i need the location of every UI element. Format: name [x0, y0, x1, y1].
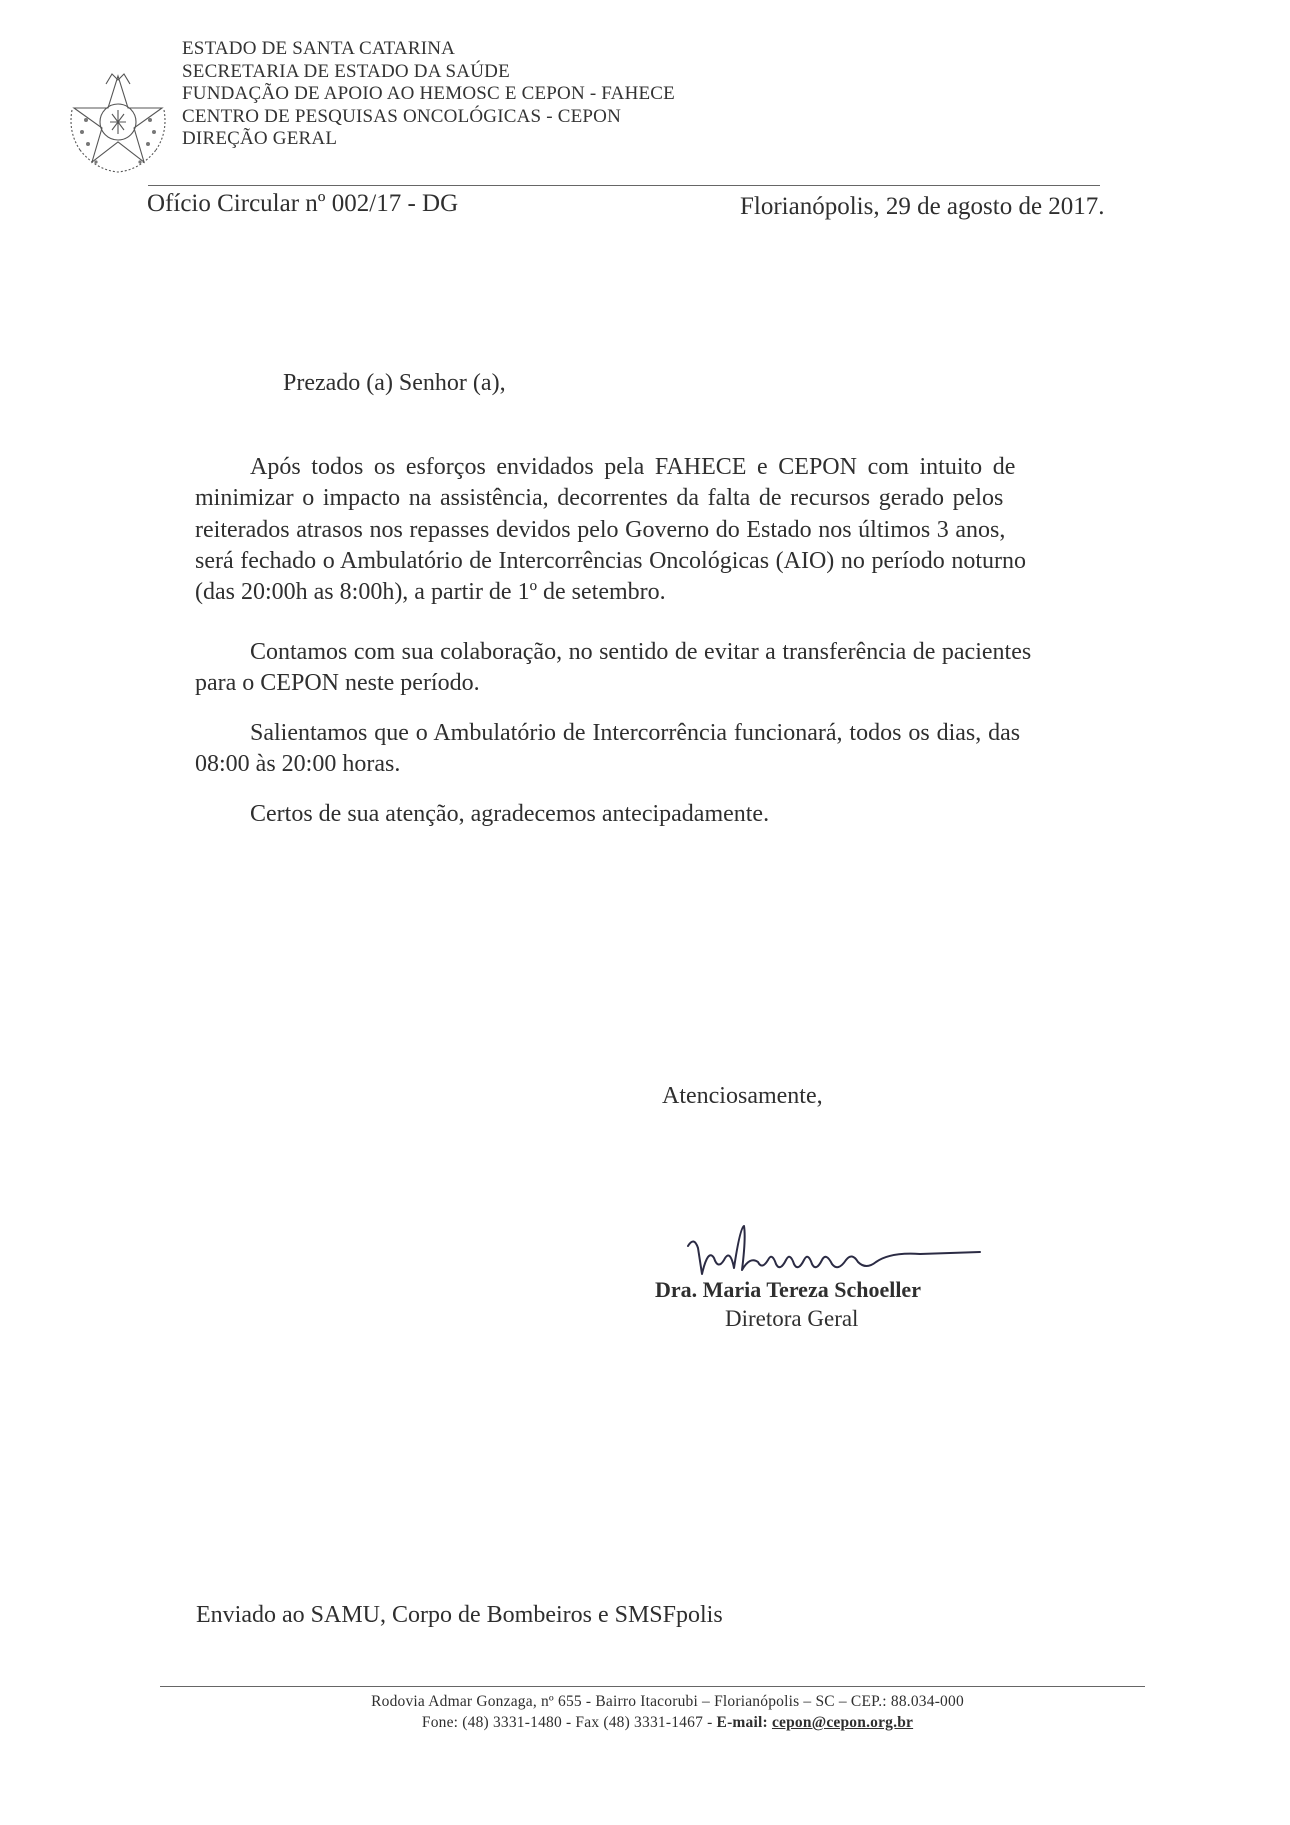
closing: Atenciosamente, — [662, 1083, 823, 1109]
letterhead-line: CENTRO DE PESQUISAS ONCOLÓGICAS - CEPON — [182, 105, 622, 127]
letterhead-line: DIREÇÃO GERAL — [182, 128, 338, 149]
paragraph-line: (das 20:00h as 8:00h), a partir de 1º de setembro. — [195, 579, 666, 606]
letterhead — [182, 38, 675, 151]
paragraph-line: Contamos com sua colaboração, no sentido de evitar a transferência de pacientes — [250, 639, 1032, 665]
paragraph-line: será fechado o Ambulatório de Intercorrências Oncológicas (AIO) no período noturno — [195, 547, 1027, 574]
letterhead-line: FUNDAÇÃO DE APOIO AO HEMOSC E CEPON - FAHECE — [182, 83, 675, 104]
footer-contact — [0, 1714, 1290, 1732]
paragraph-line: Após todos os esforços envidados pela FAHECE e CEPON com intuito de — [250, 454, 1016, 480]
body-paragraph-1 — [195, 452, 1150, 608]
footer-phone: Fone: (48) 3331-1480 - Fax (48) 3331-1467 - — [421, 1714, 717, 1731]
salutation: Prezado (a) Senhor (a), — [283, 370, 506, 396]
paragraph-line: minimizar o impacto na assistência, decorrentes da falta de recursos gerado pelos — [195, 485, 1004, 512]
footer-email-label: E-mail: — [716, 1714, 768, 1731]
document-date: Florianópolis, 29 de agosto de 2017. — [740, 193, 1105, 220]
paragraph-line: para o CEPON neste período. — [195, 670, 480, 697]
paragraph-line: Salientamos que o Ambulatório de Intercorrência funcionará, todos os dias, das — [250, 720, 1021, 746]
handwritten-signature — [680, 1208, 1010, 1288]
signatory-name: Dra. Maria Tereza Schoeller — [655, 1277, 921, 1302]
paragraph-line: 08:00 às 20:00 horas. — [195, 751, 401, 778]
document-reference: Ofício Circular nº 002/17 - DG — [147, 190, 459, 217]
distribution-note: Enviado ao SAMU, Corpo de Bombeiros e SMSFpolis — [196, 1602, 723, 1628]
letterhead-line: SECRETARIA DE ESTADO DA SAÚDE — [182, 60, 510, 82]
signatory-role: Diretora Geral — [725, 1306, 859, 1331]
footer-address: Rodovia Admar Gonzaga, nº 655 - Bairro Itacorubi – Florianópolis – SC – CEP.: 88.034-000 — [371, 1693, 964, 1710]
state-coat-of-arms-icon — [66, 70, 170, 178]
footer-divider — [160, 1686, 1145, 1687]
footer-email-link[interactable]: cepon@cepon.org.br — [771, 1714, 914, 1731]
paragraph-line: Certos de sua atenção, agradecemos antecipadamente. — [250, 801, 770, 827]
body-paragraph-2 — [195, 637, 1031, 700]
letterhead-line: ESTADO DE SANTA CATARINA — [182, 38, 456, 59]
header-divider — [148, 185, 1100, 186]
body-paragraph-3 — [195, 718, 1020, 781]
paragraph-line: reiterados atrasos nos repasses devidos pelo Governo do Estado nos últimos 3 anos, — [195, 516, 1006, 543]
body-paragraph-4 — [195, 799, 769, 830]
